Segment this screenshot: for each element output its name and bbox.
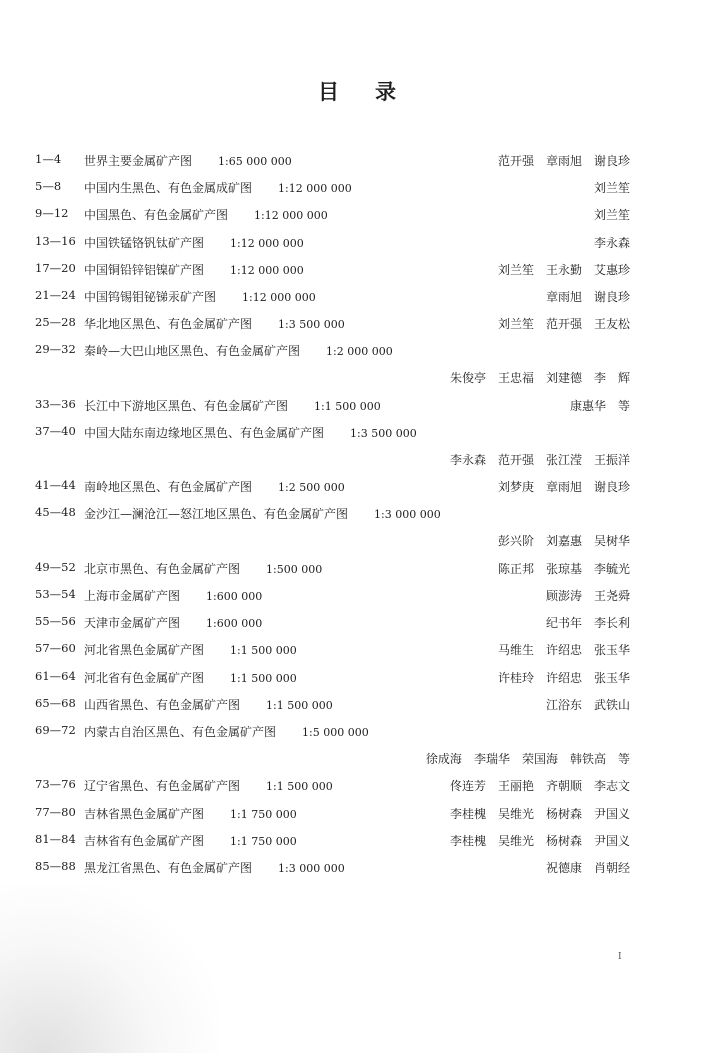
- author-name: 韩铁高: [569, 751, 606, 766]
- author-name: 李瑞华: [473, 751, 510, 766]
- toc-entry-scale: 1:12 000 000: [278, 182, 352, 196]
- toc-entry-scale: 1:1 500 000: [266, 698, 333, 712]
- toc-entry-title: 中国钨锡钼铋锑汞矿产图: [84, 289, 217, 304]
- author-name: 王尧舜: [593, 589, 630, 604]
- author-name: 刘梦庚: [497, 480, 534, 495]
- toc-entry-authors: [426, 750, 630, 767]
- author-name: 李永森: [593, 235, 630, 250]
- toc-entry-title: 黑龙江省黑色、有色金属矿产图: [84, 860, 253, 875]
- toc-entry[interactable]: [0, 282, 714, 309]
- toc-entry-authors: [546, 696, 630, 713]
- author-name: 吴维光: [497, 806, 534, 821]
- toc-entry-pages: 65—68: [35, 695, 76, 710]
- toc-entry-title: 河北省有色金属矿产图: [84, 670, 205, 685]
- toc-entry-pages: 41—44: [35, 478, 76, 493]
- author-name: 范开强: [497, 452, 534, 467]
- toc-entry-authors: [498, 478, 630, 495]
- toc-entry-title: 上海市金属矿产图: [84, 589, 181, 604]
- author-name: 张江滢: [545, 452, 582, 467]
- toc-entry-authors: [498, 261, 630, 278]
- toc-entry-authors: [450, 451, 630, 468]
- toc-entry-scale: 1:3 000 000: [374, 508, 441, 522]
- toc-entry-title: 吉林省黑色金属矿产图: [84, 806, 205, 821]
- toc-entry-title: 山西省黑色、有色金属矿产图: [84, 697, 241, 712]
- toc-entry-scale: 1:1 500 000: [230, 671, 297, 685]
- toc-entry[interactable]: [0, 799, 714, 826]
- author-name: 佟连芳: [449, 779, 486, 794]
- toc-entry[interactable]: [0, 200, 714, 227]
- author-name: 李 辉: [593, 371, 630, 386]
- toc-entry-authors: [570, 397, 630, 414]
- toc-entry-authors: [450, 832, 630, 849]
- toc-entry-authors: [498, 641, 630, 658]
- author-name: 陈正邦: [497, 561, 534, 576]
- toc-entry-pages: 25—28: [35, 315, 76, 330]
- toc-entry-title: 金沙江—澜沧江—怒江地区黑色、有色金属矿产图: [84, 507, 349, 522]
- toc-entry-authors: [450, 805, 630, 822]
- toc-entry-pages: 21—24: [35, 287, 76, 302]
- toc-entry-title: 华北地区黑色、有色金属矿产图: [84, 317, 253, 332]
- toc-entry-authors: [594, 206, 630, 223]
- toc-entry-title: 天津市金属矿产图: [84, 616, 181, 631]
- toc-entry-scale: 1:12 000 000: [230, 236, 304, 250]
- toc-entry-title: 秦岭—大巴山地区黑色、有色金属矿产图: [84, 344, 301, 359]
- toc-entry[interactable]: [0, 635, 714, 662]
- author-name: 王永勤: [545, 262, 582, 277]
- author-name: 尹国义: [593, 806, 630, 821]
- toc-entry-title: 内蒙古自治区黑色、有色金属矿产图: [84, 724, 277, 739]
- author-name: 刘兰笙: [497, 262, 534, 277]
- toc-entry-scale: 1:2 500 000: [278, 481, 345, 495]
- page-title: 目录: [318, 79, 432, 104]
- author-name: 李永森: [449, 452, 486, 467]
- author-name: 谢良珍: [593, 289, 630, 304]
- toc-entry-title: 中国内生黑色、有色金属成矿图: [84, 181, 253, 196]
- toc-entry-pages: 17—20: [35, 260, 76, 275]
- toc-entry-authors: [546, 614, 630, 631]
- toc-entry[interactable]: [0, 853, 714, 880]
- toc-entry-scale: 1:1 500 000: [266, 780, 333, 794]
- toc-entry-pages: 57—60: [35, 641, 76, 656]
- author-name: 杨树森: [545, 833, 582, 848]
- toc-entry-title: 河北省黑色金属矿产图: [84, 643, 205, 658]
- author-name: 刘建德: [545, 371, 582, 386]
- toc-entry-title: 南岭地区黑色、有色金属矿产图: [84, 480, 253, 495]
- toc-entry-authors: [498, 152, 630, 169]
- toc-entry[interactable]: [0, 418, 714, 472]
- toc-entry-scale: 1:600 000: [206, 617, 263, 631]
- toc-entry[interactable]: [0, 472, 714, 499]
- toc-entry-scale: 1:600 000: [206, 590, 263, 604]
- toc-entry-scale: 1:12 000 000: [242, 290, 316, 304]
- author-name: 谢良珍: [593, 154, 630, 168]
- toc-entry-pages: 77—80: [35, 804, 76, 819]
- toc-entry-title: 中国铜铅锌铝镍矿产图: [84, 262, 205, 277]
- toc-entry[interactable]: [0, 391, 714, 418]
- author-name: 许绍忠: [545, 670, 582, 685]
- author-name: 章雨旭: [545, 289, 582, 304]
- author-name: 李桂槐: [449, 833, 486, 848]
- author-name: 刘兰笙: [497, 317, 534, 332]
- toc-entry-title: 辽宁省黑色、有色金属矿产图: [84, 779, 241, 794]
- author-name: 等: [617, 398, 630, 413]
- toc-entry-scale: 1:1 500 000: [314, 399, 381, 413]
- author-name: 刘兰笙: [593, 181, 630, 196]
- author-name: 王振洋: [593, 452, 630, 467]
- toc-entry[interactable]: [0, 717, 714, 771]
- toc-entry-title: 中国大陆东南边缘地区黑色、有色金属矿产图: [84, 425, 325, 440]
- toc-entry-title: 长江中下游地区黑色、有色金属矿产图: [84, 398, 289, 413]
- table-of-contents: [0, 146, 714, 880]
- author-name: 齐朝顺: [545, 779, 582, 794]
- author-name: 刘兰笙: [593, 208, 630, 223]
- author-name: 李志文: [593, 779, 630, 794]
- author-name: 许桂玲: [497, 670, 534, 685]
- toc-entry[interactable]: [0, 690, 714, 717]
- toc-entry-pages: 9—12: [35, 206, 69, 221]
- toc-entry-title: 中国铁锰铬钒钛矿产图: [84, 235, 205, 250]
- author-name: 李毓光: [593, 561, 630, 576]
- toc-entry[interactable]: [0, 228, 714, 255]
- author-name: 王友松: [593, 317, 630, 332]
- author-name: 李长利: [593, 616, 630, 631]
- toc-entry-scale: 1:2 000 000: [326, 345, 393, 359]
- toc-entry-authors: [594, 234, 630, 251]
- toc-entry-scale: 1:500 000: [266, 562, 323, 576]
- author-name: 武铁山: [593, 697, 630, 712]
- toc-entry-pages: 73—76: [35, 777, 76, 792]
- toc-entry[interactable]: [0, 146, 714, 173]
- toc-entry-pages: 45—48: [35, 505, 76, 520]
- author-name: 康惠华: [569, 398, 606, 413]
- toc-entry[interactable]: [0, 826, 714, 853]
- author-name: 王忠福: [497, 371, 534, 386]
- author-name: 杨树森: [545, 806, 582, 821]
- toc-entry[interactable]: [0, 581, 714, 608]
- toc-entry-scale: 1:1 500 000: [230, 644, 297, 658]
- toc-entry-authors: [546, 288, 630, 305]
- toc-entry-pages: 69—72: [35, 722, 76, 737]
- toc-entry[interactable]: [0, 771, 714, 798]
- author-name: 祝德康: [545, 860, 582, 875]
- toc-entry-pages: 53—54: [35, 587, 76, 602]
- author-name: 吴维光: [497, 833, 534, 848]
- toc-entry-authors: [498, 315, 630, 332]
- author-name: 彭兴阶: [497, 534, 534, 549]
- toc-entry-pages: 37—40: [35, 423, 76, 438]
- toc-entry-pages: 5—8: [35, 179, 62, 194]
- toc-entry-pages: 1—4: [35, 152, 62, 166]
- author-name: 徐成海: [425, 751, 462, 766]
- author-name: 谢良珍: [593, 480, 630, 495]
- toc-entry-pages: 49—52: [35, 559, 76, 574]
- author-name: 顾澎涛: [545, 589, 582, 604]
- page-shadow: [0, 883, 220, 1053]
- toc-entry-pages: 61—64: [35, 668, 76, 683]
- toc-entry-authors: [450, 369, 630, 386]
- toc-entry-title: 世界主要金属矿产图: [84, 154, 193, 168]
- author-name: 范开强: [545, 317, 582, 332]
- toc-entry-authors: [450, 777, 630, 794]
- toc-entry-title: 北京市黑色、有色金属矿产图: [84, 561, 241, 576]
- toc-entry-title: 中国黑色、有色金属矿产图: [84, 208, 229, 223]
- toc-entry-scale: 1:1 750 000: [230, 834, 297, 848]
- toc-entry-pages: 85—88: [35, 858, 76, 873]
- toc-entry-pages: 81—84: [35, 831, 76, 846]
- author-name: 肖朝经: [593, 860, 630, 875]
- author-name: 尹国义: [593, 833, 630, 848]
- author-name: 王丽艳: [497, 779, 534, 794]
- toc-entry-authors: [546, 859, 630, 876]
- author-name: 李桂槐: [449, 806, 486, 821]
- toc-entry-pages: 29—32: [35, 342, 76, 357]
- toc-entry[interactable]: [0, 499, 714, 553]
- toc-entry-title: 吉林省有色金属矿产图: [84, 833, 205, 848]
- toc-entry-scale: 1:65 000 000: [218, 155, 292, 168]
- toc-entry-authors: [546, 587, 630, 604]
- toc-entry[interactable]: [0, 309, 714, 336]
- author-name: 荣国海: [521, 751, 558, 766]
- author-name: 张玉华: [593, 670, 630, 685]
- toc-entry-pages: 13—16: [35, 233, 76, 248]
- toc-entry-scale: 1:5 000 000: [302, 725, 369, 739]
- toc-entry[interactable]: [0, 173, 714, 200]
- author-name: 吴树华: [593, 534, 630, 549]
- author-name: 艾惠珍: [593, 262, 630, 277]
- toc-entry-pages: 55—56: [35, 614, 76, 629]
- author-name: 马维生: [497, 643, 534, 658]
- toc-entry[interactable]: [0, 608, 714, 635]
- author-name: 章雨旭: [545, 480, 582, 495]
- author-name: 章雨旭: [545, 154, 582, 168]
- toc-entry[interactable]: [0, 663, 714, 690]
- author-name: 江浴东: [545, 697, 582, 712]
- toc-entry-authors: [498, 560, 630, 577]
- toc-entry-scale: 1:3 500 000: [350, 426, 417, 440]
- toc-entry-authors: [498, 669, 630, 686]
- toc-entry[interactable]: [0, 255, 714, 282]
- author-name: 等: [617, 751, 630, 766]
- toc-entry-scale: 1:3 500 000: [278, 318, 345, 332]
- toc-entry-scale: 1:12 000 000: [254, 209, 328, 223]
- page-number: I: [618, 952, 622, 962]
- author-name: 张玉华: [593, 643, 630, 658]
- toc-entry-authors: [594, 179, 630, 196]
- toc-entry-scale: 1:3 000 000: [278, 861, 345, 875]
- author-name: 朱俊亭: [449, 371, 486, 386]
- toc-entry[interactable]: [0, 336, 714, 390]
- author-name: 范开强: [497, 154, 534, 168]
- toc-entry-pages: 33—36: [35, 396, 76, 411]
- author-name: 许绍忠: [545, 643, 582, 658]
- toc-entry-scale: 1:1 750 000: [230, 807, 297, 821]
- author-name: 刘嘉惠: [545, 534, 582, 549]
- toc-entry-authors: [498, 532, 630, 549]
- toc-entry[interactable]: [0, 554, 714, 581]
- toc-entry-scale: 1:12 000 000: [230, 263, 304, 277]
- author-name: 纪书年: [545, 616, 582, 631]
- author-name: 张琼基: [545, 561, 582, 576]
